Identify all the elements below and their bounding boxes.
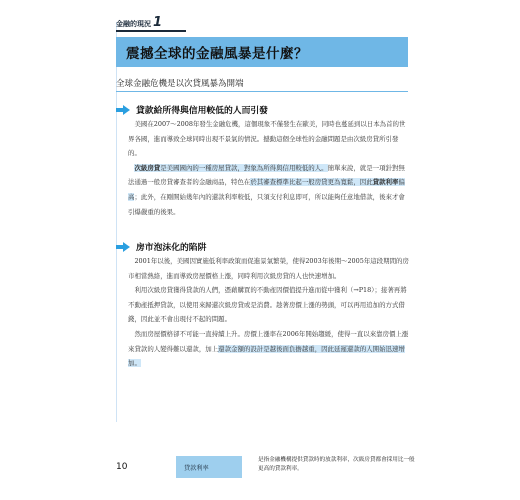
paragraph: 2001年以後，美國因實施低利率政策而促進景氣繁榮，使得2003年後期～2005年這段期間的房市相當熱絡，進而導致房屋價格上漲，同時利用次級房貸的人也快速增加。: [128, 257, 409, 280]
section-heading-1: [116, 103, 268, 116]
page-title: 震撼全球的金融風暴是什麼？: [126, 46, 308, 62]
section-2-body: [128, 254, 410, 371]
term-highlight: 次級房貸: [134, 163, 161, 172]
body-text: 然而房屋價格卻不可能一直持續上升。房價上漲率在2006年開始趨緩，使得一直以來靠房價上漲來貸款的人變得難以還款，加上: [128, 329, 409, 353]
arrow-right-icon: [116, 242, 130, 252]
section-heading-text: 房市泡沫化的陷阱: [136, 243, 207, 253]
paragraph: 利用次級房貸獲得貸款的人們，憑藉購買的不動產因價值提升進而從中獲利（→P18）；接著再將不動產抵押貸款，以使用來歸還次級房貸或是消費。趁著房價上漲的勢頭，可以再用追加的方式借錢，因此並不會出現付不起的問題。: [128, 286, 407, 324]
term-highlight: 貸款利率: [372, 178, 399, 187]
subtitle-divider: [116, 91, 408, 92]
section-tag: [116, 16, 162, 29]
glossary-definition: 是指金融機構提供貸款時的放款利率，次級房貸都會採用比一般更高的貸款利率。: [258, 457, 415, 472]
paragraph: 美國在2007～2008年發生金融危機，這個現象不僅發生在歐美，同時也蔓延到以日本為首的世界各國，進而導致全球同時出現不景氣的情況。撼動這個全球性的金融問題是由次級房貸所引發的。: [128, 120, 406, 158]
glossary-term-box: [176, 456, 242, 478]
paragraph: [128, 161, 410, 219]
highlighted-text: 於其審查標準比起一般房貸更為寬鬆，因此: [250, 178, 373, 187]
title-banner: [116, 37, 408, 67]
highlighted-text: 偏高: [128, 178, 405, 201]
body-text: 簡單來說，就是一項針對無法通過一般房貸審查者的金融商品，特色在: [128, 163, 405, 187]
highlighted-text: 是美國國內的一種房屋貸款，對象為所得與信用較低的人。: [160, 163, 328, 172]
highlighted-text: 還款金額的設計是越後面負擔越重，因此延遲還款的人開始迅速增加。: [128, 344, 405, 368]
page-number: 10: [116, 462, 128, 472]
glossary-term: 貸款利率: [184, 464, 209, 472]
body-text: ；此外，在剛開始幾年內的還款利率較低，只須支付利息即可，所以能夠任意地借款，後來才會引爆嚴重的後果。: [128, 192, 405, 216]
section-1-body: [128, 117, 410, 219]
section-number: 1: [153, 15, 163, 30]
section-label: 金融的現況: [116, 20, 151, 28]
arrow-right-icon: [116, 105, 130, 115]
section-heading-2: [116, 240, 206, 253]
section-heading-text: 貸款給所得與信用較低的人而引發: [136, 106, 268, 116]
page-subtitle: 全球金融危機是以次貸風暴為開端: [116, 79, 244, 89]
paragraph: [128, 327, 410, 371]
section-tag-underline: [116, 30, 186, 32]
